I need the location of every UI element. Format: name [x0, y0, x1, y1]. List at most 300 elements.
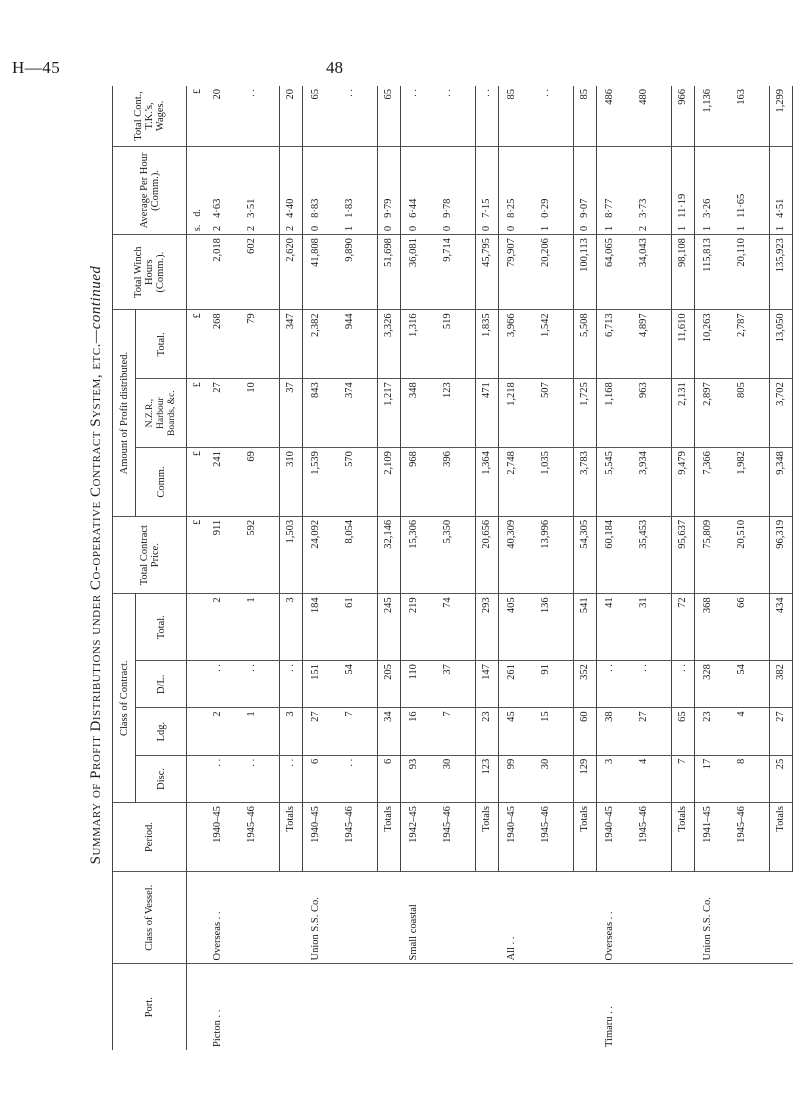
total-wages-cell: 20	[280, 86, 303, 146]
totals-label: Totals	[770, 803, 793, 872]
profit-distribution-table	[112, 86, 793, 1050]
total-nzr-cell: 2,131	[672, 379, 695, 448]
price-cell: 24,092	[303, 516, 344, 593]
total-dl-cell: 147	[476, 661, 499, 708]
total-average-per-hour-cell	[770, 146, 793, 234]
average-shillings: 2	[212, 225, 223, 232]
totals-row	[770, 86, 793, 1050]
average-shillings: 1	[702, 225, 713, 232]
hours-cell: 36,081	[401, 235, 442, 310]
comm-cell: 3,934	[637, 448, 672, 517]
period-cell: 1945–46	[441, 803, 476, 872]
period-cell: 1941–45	[695, 803, 736, 872]
port-cell	[245, 964, 280, 1050]
total-ldg-cell: 60	[574, 708, 597, 755]
hours-cell: 9,714	[441, 235, 476, 310]
hours-cell: 41,808	[303, 235, 344, 310]
nzr-cell: 348	[401, 379, 442, 448]
vessel-class-cell	[597, 871, 638, 964]
period-cell: 1945–46	[735, 803, 770, 872]
header-ldg: Ldg.	[136, 708, 187, 755]
vessel-class-name: Overseas	[603, 921, 615, 961]
total-price-cell: 95,637	[672, 516, 695, 593]
disc-cell: 3	[597, 755, 638, 802]
period-cell: 1942–45	[401, 803, 442, 872]
average-shillings: 0	[383, 225, 394, 232]
table-row	[695, 86, 736, 1050]
total-price-cell: 1,503	[280, 516, 303, 593]
disc-cell: 99	[499, 755, 540, 802]
vessel-class-cell	[539, 871, 574, 964]
table-title	[84, 80, 108, 1050]
unit-pence: d.	[192, 209, 203, 217]
total-amt-total-cell: 5,508	[574, 310, 597, 379]
dl-cell: 54	[735, 661, 770, 708]
table-title-continued: —continued	[88, 265, 104, 344]
total-hours-cell: 100,113	[574, 235, 597, 310]
total-average-per-hour-cell	[378, 146, 401, 234]
amt-total-cell: 4,897	[637, 310, 672, 379]
disc-cell: 8	[735, 755, 770, 802]
unit-pound: £	[187, 86, 206, 146]
total-comm-cell: 2,109	[378, 448, 401, 517]
unit-pound: £	[187, 516, 206, 593]
table-row	[303, 86, 344, 1050]
average-pence: 7·15	[481, 198, 492, 218]
hours-cell: 2,018	[205, 235, 245, 310]
total-amt-total-cell: 1,835	[476, 310, 499, 379]
amt-total-cell: 2,787	[735, 310, 770, 379]
table-row	[735, 86, 770, 1050]
average-per-hour-cell	[205, 146, 245, 234]
total-ldg-cell: 3	[280, 708, 303, 755]
vessel-class-name: Overseas	[212, 921, 223, 961]
port-leader: . .	[603, 1005, 615, 1014]
comm-cell: 5,545	[597, 448, 638, 517]
totals-row	[280, 86, 303, 1050]
vessel-class-name: Union S.S. Co.	[309, 897, 321, 961]
totals-label: Totals	[476, 803, 499, 872]
port-cell	[597, 964, 638, 1050]
totals-label: Totals	[672, 803, 695, 872]
total-cell: 31	[637, 594, 672, 661]
total-hours-cell: 2,620	[280, 235, 303, 310]
wages-cell: 20	[205, 86, 245, 146]
vessel-class-cell	[637, 871, 672, 964]
vessel-class-name: All	[505, 947, 517, 961]
average-pence: 3·51	[246, 198, 257, 218]
total-total-cell: 293	[476, 594, 499, 661]
table-row	[637, 86, 672, 1050]
total-total-cell: 3	[280, 594, 303, 661]
total-wages-cell: 1,299	[770, 86, 793, 146]
header-total-winch-hours: Total Winch Hours (Comm.).	[113, 235, 187, 310]
wages-cell: 65	[303, 86, 344, 146]
average-pence: 9·78	[442, 198, 453, 218]
vessel-class-name: Small coastal	[407, 904, 419, 961]
period-cell: 1940–45	[205, 803, 245, 872]
period-cell: 1945–46	[539, 803, 574, 872]
vessel-class-cell	[735, 871, 770, 964]
header-average-per-hour: Average Per Hour (Comm.).	[113, 146, 187, 234]
hours-cell: 9,890	[343, 235, 378, 310]
port-name: Picton	[212, 1020, 223, 1047]
comm-cell: 396	[441, 448, 476, 517]
total-cell: 368	[695, 594, 736, 661]
vessel-class-cell	[695, 871, 736, 964]
average-pence: 4·40	[285, 198, 296, 218]
comm-cell: 570	[343, 448, 378, 517]
total-hours-cell: 51,698	[378, 235, 401, 310]
average-pence: 9·07	[579, 198, 590, 218]
table-title-main: Summary of Profit Distributions under Co-operative Contract System, etc.	[88, 343, 104, 865]
hours-cell: 64,065	[597, 235, 638, 310]
total-cell: 2	[205, 594, 245, 661]
average-per-hour-cell	[343, 146, 378, 234]
total-dl-cell: 382	[770, 661, 793, 708]
dl-cell: 37	[441, 661, 476, 708]
total-hours-cell: 45,795	[476, 235, 499, 310]
total-amt-total-cell: 347	[280, 310, 303, 379]
total-price-cell: 20,656	[476, 516, 499, 593]
table-row	[441, 86, 476, 1050]
total-disc-cell: 123	[476, 755, 499, 802]
table-row	[401, 86, 442, 1050]
amt-total-cell: 10,263	[695, 310, 736, 379]
total-wages-cell: 65	[378, 86, 401, 146]
price-cell: 911	[205, 516, 245, 593]
vessel-class-leader: . .	[212, 911, 223, 920]
ldg-cell: 4	[735, 708, 770, 755]
port-cell	[539, 964, 574, 1050]
total-disc-cell: 6	[378, 755, 401, 802]
dl-cell: 328	[695, 661, 736, 708]
total-price-cell: 96,319	[770, 516, 793, 593]
vessel-class-name: Union S.S. Co.	[701, 897, 713, 961]
disc-cell: 30	[441, 755, 476, 802]
dl-cell: 261	[499, 661, 540, 708]
page-number: 48	[326, 58, 343, 77]
price-cell: 40,309	[499, 516, 540, 593]
period-cell: 1945–46	[343, 803, 378, 872]
nzr-cell: 805	[735, 379, 770, 448]
wages-cell: 85	[499, 86, 540, 146]
average-shillings: 2	[246, 225, 257, 232]
disc-cell: 30	[539, 755, 574, 802]
wages-cell: 486	[597, 86, 638, 146]
total-comm-cell: 310	[280, 448, 303, 517]
total-hours-cell: 98,108	[672, 235, 695, 310]
totals-row	[574, 86, 597, 1050]
total-cell: 74	[441, 594, 476, 661]
header-total-contract-price: Total Contract Price.	[113, 516, 187, 593]
header-dl: D/L.	[136, 661, 187, 708]
total-disc-cell: 25	[770, 755, 793, 802]
amt-total-cell: 1,542	[539, 310, 574, 379]
total-cell: 61	[343, 594, 378, 661]
dl-cell: 54	[343, 661, 378, 708]
total-ldg-cell: 23	[476, 708, 499, 755]
nzr-cell: 843	[303, 379, 344, 448]
table-body	[187, 86, 793, 1050]
dl-cell: . .	[205, 661, 245, 708]
amt-total-cell: 6,713	[597, 310, 638, 379]
total-comm-cell: 9,479	[672, 448, 695, 517]
comm-cell: 1,035	[539, 448, 574, 517]
total-total-cell: 72	[672, 594, 695, 661]
average-shillings: 2	[638, 225, 649, 232]
header-port: Port.	[113, 964, 187, 1050]
ldg-cell: 27	[303, 708, 344, 755]
header-amount-total: Total.	[136, 310, 187, 379]
period-cell: 1940–45	[597, 803, 638, 872]
average-shillings: 1	[604, 225, 615, 232]
amt-total-cell: 944	[343, 310, 378, 379]
average-shillings: 1	[736, 225, 747, 232]
unit-shillings: s.	[192, 224, 203, 232]
port-cell	[499, 964, 540, 1050]
price-cell: 75,809	[695, 516, 736, 593]
hours-cell: 79,907	[499, 235, 540, 310]
price-cell: 592	[245, 516, 280, 593]
table-row	[205, 86, 245, 1050]
totals-row	[476, 86, 499, 1050]
total-average-per-hour-cell	[476, 146, 499, 234]
average-per-hour-cell	[245, 146, 280, 234]
table-row	[245, 86, 280, 1050]
total-average-per-hour-cell	[672, 146, 695, 234]
vessel-class-cell	[401, 871, 442, 964]
average-shillings: 0	[442, 225, 453, 232]
unit-pound: £	[187, 448, 206, 517]
dl-cell: . .	[245, 661, 280, 708]
ldg-cell: 15	[539, 708, 574, 755]
table-row	[597, 86, 638, 1050]
amt-total-cell: 2,382	[303, 310, 344, 379]
wages-cell: . .	[343, 86, 378, 146]
total-average-per-hour-cell	[280, 146, 303, 234]
total-hours-cell: 135,923	[770, 235, 793, 310]
vessel-class-cell	[205, 871, 245, 964]
totals-label: Totals	[378, 803, 401, 872]
ldg-cell: 16	[401, 708, 442, 755]
vessel-class-leader: . .	[603, 911, 615, 920]
totals-row	[672, 86, 695, 1050]
wages-cell: . .	[441, 86, 476, 146]
ldg-cell: 45	[499, 708, 540, 755]
ldg-cell: 7	[343, 708, 378, 755]
comm-cell: 7,366	[695, 448, 736, 517]
vessel-class-cell	[499, 871, 540, 964]
total-disc-cell: 129	[574, 755, 597, 802]
average-shillings: 1	[677, 225, 688, 232]
average-pence: 3·73	[638, 198, 649, 218]
total-total-cell: 434	[770, 594, 793, 661]
port-cell	[735, 964, 770, 1050]
average-pence: 1·83	[344, 198, 355, 218]
total-cell: 184	[303, 594, 344, 661]
wages-cell: 1,136	[695, 86, 736, 146]
dl-cell: 91	[539, 661, 574, 708]
average-shillings: 0	[408, 225, 419, 232]
totals-row	[378, 86, 401, 1050]
totals-label: Totals	[280, 803, 303, 872]
port-cell	[695, 964, 736, 1050]
nzr-cell: 123	[441, 379, 476, 448]
total-dl-cell: . .	[672, 661, 695, 708]
total-cell: 136	[539, 594, 574, 661]
average-per-hour-cell	[401, 146, 442, 234]
price-cell: 15,306	[401, 516, 442, 593]
table-row	[539, 86, 574, 1050]
ldg-cell: 27	[637, 708, 672, 755]
period-cell: 1945–46	[637, 803, 672, 872]
comm-cell: 1,982	[735, 448, 770, 517]
average-shillings: 1	[540, 225, 551, 232]
disc-cell: . .	[245, 755, 280, 802]
total-comm-cell: 1,364	[476, 448, 499, 517]
vessel-class-cell	[441, 871, 476, 964]
hours-cell: 34,043	[637, 235, 672, 310]
total-dl-cell: 205	[378, 661, 401, 708]
total-nzr-cell: 471	[476, 379, 499, 448]
wages-cell: 480	[637, 86, 672, 146]
vessel-class-cell	[245, 871, 280, 964]
price-cell: 60,184	[597, 516, 638, 593]
amt-total-cell: 268	[205, 310, 245, 379]
total-wages-cell: . .	[476, 86, 499, 146]
total-ldg-cell: 65	[672, 708, 695, 755]
total-dl-cell: 352	[574, 661, 597, 708]
port-cell	[401, 964, 442, 1050]
ldg-cell: 38	[597, 708, 638, 755]
total-nzr-cell: 3,702	[770, 379, 793, 448]
total-disc-cell: . .	[280, 755, 303, 802]
period-cell: 1940–45	[303, 803, 344, 872]
average-per-hour-cell	[539, 146, 574, 234]
average-pence: 8·77	[604, 198, 615, 218]
total-comm-cell: 9,348	[770, 448, 793, 517]
page-header-code: H—45	[12, 58, 61, 77]
port-cell	[205, 964, 245, 1050]
total-ldg-cell: 27	[770, 708, 793, 755]
period-cell: 1945–46	[245, 803, 280, 872]
total-nzr-cell: 1,725	[574, 379, 597, 448]
disc-cell: 4	[637, 755, 672, 802]
total-ldg-cell: 34	[378, 708, 401, 755]
price-cell: 35,453	[637, 516, 672, 593]
header-comm: Comm.	[136, 448, 187, 517]
total-wages-cell: 966	[672, 86, 695, 146]
average-per-hour-cell	[597, 146, 638, 234]
vessel-class-leader: . .	[505, 936, 517, 945]
units-row	[187, 86, 206, 1050]
comm-cell: 69	[245, 448, 280, 517]
total-cell: 66	[735, 594, 770, 661]
total-nzr-cell: 1,217	[378, 379, 401, 448]
average-shillings: 0	[579, 225, 590, 232]
average-per-hour-cell	[735, 146, 770, 234]
period-cell: 1940–45	[499, 803, 540, 872]
average-per-hour-cell	[441, 146, 476, 234]
average-per-hour-cell	[637, 146, 672, 234]
total-disc-cell: 7	[672, 755, 695, 802]
port-cell	[343, 964, 378, 1050]
vessel-class-cell	[303, 871, 344, 964]
totals-label: Totals	[574, 803, 597, 872]
average-per-hour-cell	[499, 146, 540, 234]
unit-pound: £	[187, 379, 206, 448]
average-pence: 8·83	[310, 198, 321, 218]
price-cell: 20,510	[735, 516, 770, 593]
dl-cell: 110	[401, 661, 442, 708]
disc-cell: . .	[205, 755, 245, 802]
hours-cell: 20,206	[539, 235, 574, 310]
header-disc: Disc.	[136, 755, 187, 802]
amt-total-cell: 3,966	[499, 310, 540, 379]
table-row	[343, 86, 378, 1050]
nzr-cell: 1,168	[597, 379, 638, 448]
total-price-cell: 32,146	[378, 516, 401, 593]
port-cell	[637, 964, 672, 1050]
average-shillings: 0	[310, 225, 321, 232]
price-cell: 5,350	[441, 516, 476, 593]
nzr-cell: 374	[343, 379, 378, 448]
nzr-cell: 963	[637, 379, 672, 448]
port-leader: . .	[212, 1009, 223, 1018]
wages-cell: . .	[539, 86, 574, 146]
average-shillings: 1	[344, 225, 355, 232]
nzr-cell: 27	[205, 379, 245, 448]
disc-cell: 6	[303, 755, 344, 802]
header-period: Period.	[113, 803, 187, 872]
port-cell	[303, 964, 344, 1050]
ldg-cell: 23	[695, 708, 736, 755]
ldg-cell: 1	[245, 708, 280, 755]
unit-pound: £	[187, 310, 206, 379]
header-amount-of-profit: Amount of Profit distributed.	[113, 310, 136, 517]
total-amt-total-cell: 13,050	[770, 310, 793, 379]
total-dl-cell: . .	[280, 661, 303, 708]
disc-cell: 93	[401, 755, 442, 802]
average-pence: 0·29	[540, 198, 551, 218]
comm-cell: 968	[401, 448, 442, 517]
header-class-of-contract: Class of Contract.	[113, 594, 136, 803]
header-class-of-vessel: Class of Vessel.	[113, 871, 187, 964]
hours-cell: 20,110	[735, 235, 770, 310]
total-amt-total-cell: 11,610	[672, 310, 695, 379]
hours-cell: 115,813	[695, 235, 736, 310]
average-pence: 4·51	[775, 198, 786, 218]
total-nzr-cell: 37	[280, 379, 303, 448]
rotated-table-stage	[84, 80, 786, 1050]
average-pence: 6·44	[408, 198, 419, 218]
average-per-hour-cell	[303, 146, 344, 234]
wages-cell: 163	[735, 86, 770, 146]
comm-cell: 1,539	[303, 448, 344, 517]
amt-total-cell: 519	[441, 310, 476, 379]
nzr-cell: 2,897	[695, 379, 736, 448]
price-cell: 8,054	[343, 516, 378, 593]
amt-total-cell: 1,316	[401, 310, 442, 379]
comm-cell: 241	[205, 448, 245, 517]
ldg-cell: 7	[441, 708, 476, 755]
nzr-cell: 10	[245, 379, 280, 448]
average-shillings: 0	[506, 225, 517, 232]
average-pence: 11·65	[736, 193, 747, 218]
table-row	[499, 86, 540, 1050]
hours-cell: 602	[245, 235, 280, 310]
